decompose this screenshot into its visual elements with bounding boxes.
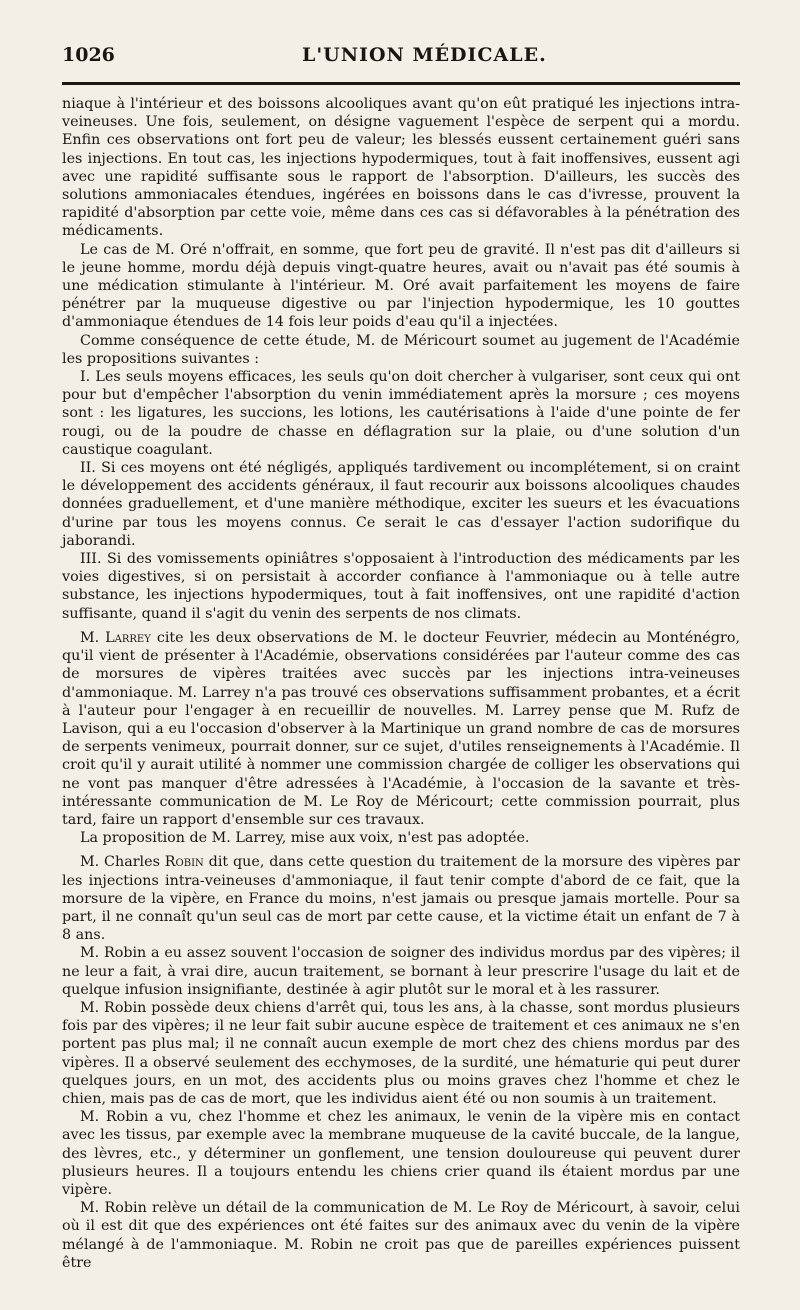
paragraph-text: dit que, dans cette question du traitement de la morsure des vipères par les injections intra-veineuses d'ammoniaque, il faut tenir compte d'abord de ce fait, que la morsure de la vipère, en France du moins, n'est jamais ou presque jamais mortelle. Pour sa part, il ne connaît qu'un seul cas de mort par cette cause, et la victime était un enfant de 7 à 8 ans.	[62, 854, 740, 944]
paragraph: M. Robin possède deux chiens d'arrêt qui, tous les ans, à la chasse, sont mordus plusieurs fois par des vipères; il ne leur fait subir aucune espèce de traitement et ces animaux ne s'en portent pas plus mal; il ne connaît aucun exemple de mort chez des chiens mordus par des vipères. Il a observé seulement des ecchymoses, de la surdité, une hématurie qui peut durer quelques jours, en un mot, des accidents plus ou moins graves chez l'homme et chez le chien, mais pas de cas de mort, que les individus aient été ou non soumis à un traitement.	[62, 999, 740, 1107]
header-rule	[62, 82, 740, 85]
speaker-name: Larrey	[105, 629, 151, 646]
paragraph-text: cite les deux observations de M. le docteur Feuvrier, médecin au Monténégro, qu'il vient de présenter à l'Académie, observations considérées par l'auteur comme des cas de morsures de vipères traitées avec succès par les injections intra-veineuses d'ammoniaque. M. Larrey n'a pas trouvé ces observations suffisamment probantes, et a écrit à l'auteur pour l'engager à en recueillir de nouvelles. M. Larrey pense que M. Rufz de Lavison, qui a eu l'occasion d'observer à la Martinique un grand nombre de cas de morsures de serpents venimeux, pourrait donner, sur ce sujet, d'utiles renseignements à l'Académie. Il croit qu'il y aurait utilité à nommer une commission chargée de colliger les observations qui ne vont pas manquer d'être adressées à l'Académie, à l'occasion de la savante et très-intéressante communication de M. Le Roy de Méricourt; cette commission pourrait, plus tard, faire un rapport d'ensemble sur ces travaux.	[62, 629, 740, 828]
proposition-1: I. Les seuls moyens efficaces, les seuls qu'on doit chercher à vulgariser, sont ceux qui ont pour but d'empêcher l'absorption du venin immédiatement après la morsure ; ces moyens sont : les ligatures, les succions, les lotions, les cautérisations à l'aide d'une pointe de fer rougi, ou de la poudre de chasse en déflagration sur la plaie, ou d'une solution d'un caustique coagulant.	[62, 369, 740, 458]
paragraph: M. Robin relève un détail de la communication de M. Le Roy de Méricourt, à savoir, celui où il est dit que des expériences ont été faites sur des animaux avec du venin de la vipère mélangé à de l'ammoniaque. M. Robin ne croit pas que de pareilles expériences puissent être	[62, 1200, 740, 1271]
paragraph: niaque à l'intérieur et des boissons alcooliques avant qu'on eût pratiqué les injections intra-veineuses. Une fois, seulement, on désigne vaguement l'espèce de serpent qui a mordu. Enfin ces observations ont fort peu de valeur; les blessés eussent certainement guéri sans les injections. En tout cas, les injections hypodermiques, tout à fait inoffensives, eussent agi avec une rapidité suffisante sous le rapport de l'absorption. D'ailleurs, les succès des solutions ammoniacales étendues, ingérées en boissons dans le cas d'ivresse, prouvent la rapidité d'absorption par cette voie, même dans ces cas si défavorables à la pénétration des médicaments.	[62, 96, 740, 240]
robin-paragraph	[62, 853, 740, 944]
paragraph: M. Robin a eu assez souvent l'occasion de soigner des individus mordus par des vipères; il ne leur a fait, à vrai dire, aucun traitement, se bornant à leur prescrire l'usage du lait et de quelque infusion insignifiante, destinée à agir plutôt sur le moral et à les rassurer.	[62, 945, 740, 998]
speaker-prefix: M.	[80, 629, 106, 646]
paragraph: Le cas de M. Oré n'offrait, en somme, que fort peu de gravité. Il n'est pas dit d'ailleurs si le jeune homme, mordu déjà depuis vingt-quatre heures, avait ou n'avait pas été soumis à une médication stimulante à l'intérieur. M. Oré avait parfaitement les moyens de faire pénétrer par la muqueuse digestive ou par l'injection hypodermique, les 10 gouttes d'ammoniaque étendues de 14 fois leur poids d'eau qu'il a injectées.	[62, 241, 740, 331]
article-body	[62, 95, 740, 1272]
running-title: L'UNION MÉDICALE.	[302, 44, 547, 66]
paragraph: M. Robin a vu, chez l'homme et chez les animaux, le venin de la vipère mis en contact avec les tissus, par exemple avec la membrane muqueuse de la cavité buccale, de la langue, des lèvres, etc., y déterminer un gonflement, une tension douloureuse qui peuvent durer plusieurs heures. Il a toujours entendu les chiens crier quand ils étaient mordus par une vipère.	[62, 1109, 740, 1198]
page-number: 1026	[62, 44, 115, 66]
vote-paragraph: La proposition de M. Larrey, mise aux voix, n'est pas adoptée.	[80, 830, 530, 847]
speaker-prefix: M. Charles	[80, 854, 165, 871]
proposition-2: II. Si ces moyens ont été négligés, appliqués tardivement ou incomplétement, si on craint le développement des accidents généraux, il faut recourir aux boissons alcooliques chaudes données graduellement, et d'une manière méthodique, exciter les sueurs et les évacuations d'urine par tous les moyens connus. Ce serait le cas d'essayer l'action sudorifique du jaborandi.	[62, 460, 740, 549]
larrey-paragraph	[62, 629, 740, 829]
page-header	[62, 44, 740, 78]
speaker-name: Robin	[164, 854, 204, 871]
proposition-3: III. Si des vomissements opiniâtres s'opposaient à l'introduction des médicaments par les voies digestives, si on persistait à accorder confiance à l'ammoniaque ou à telle autre substance, les injections hypodermiques, tout à fait inoffensives, ont une rapidité d'action suffisante, quand il s'agit du venin des serpents de nos climats.	[62, 551, 740, 622]
paragraph: Comme conséquence de cette étude, M. de Méricourt soumet au jugement de l'Académie les propositions suivantes :	[62, 332, 740, 367]
